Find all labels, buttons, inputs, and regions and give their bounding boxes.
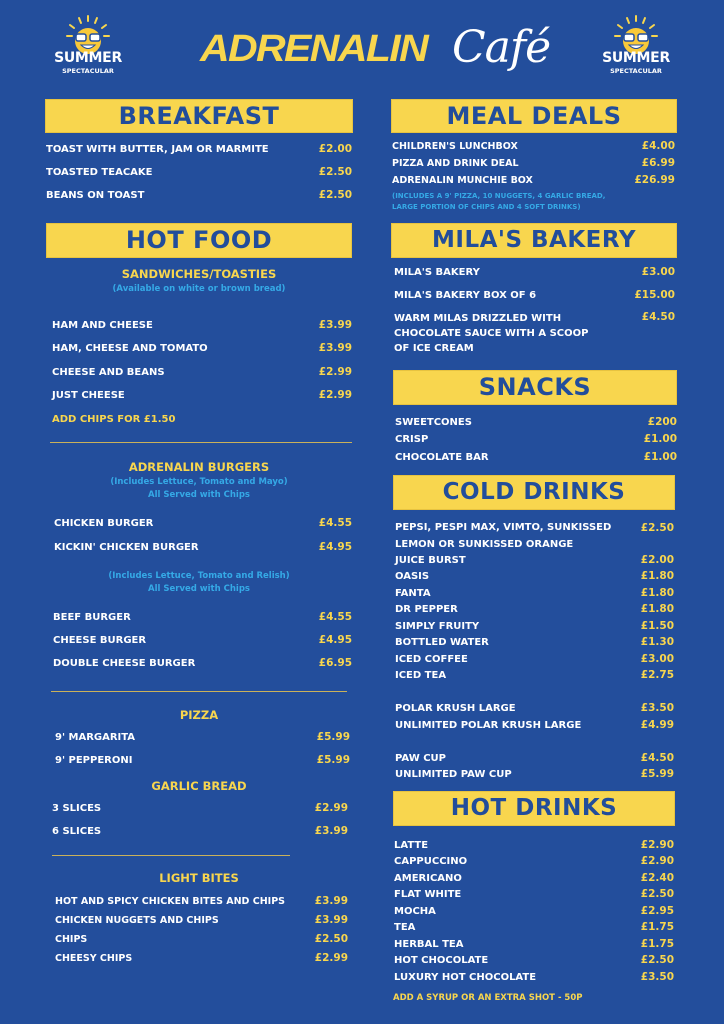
sandwiches-note: (Available on white or brown bread)	[112, 284, 286, 294]
menu-item: 3 SLICES	[52, 803, 102, 814]
menu-item: ICED COFFEE	[395, 654, 468, 665]
menu-item: ICED TEA	[395, 670, 447, 681]
menu-price: £1.80	[640, 603, 674, 615]
menu-price: £6.95	[318, 657, 352, 669]
menu-price: £2.75	[640, 669, 674, 681]
summer-spectacular-badge	[596, 14, 676, 94]
menu-item: BOTTLED WATER	[395, 637, 489, 648]
menu-item: MOCHA	[394, 906, 436, 917]
section-title-meal-deals: MEAL DEALS	[391, 99, 677, 133]
badge-subtitle: SPECTACULAR	[610, 67, 662, 75]
menu-item: 9' PEPPERONI	[55, 755, 133, 766]
menu-item: BEEF BURGER	[53, 612, 131, 623]
badge-title: SUMMER	[54, 50, 122, 66]
menu-price: £1.00	[643, 433, 677, 445]
menu-item: CHOCOLATE BAR	[395, 452, 489, 463]
menu-price: £3.99	[318, 319, 352, 331]
menu-item: OASIS	[395, 571, 430, 582]
section-divider	[51, 691, 347, 692]
menu-price: £2.90	[640, 839, 674, 851]
cafe-logo	[200, 22, 551, 84]
menu-price: £4.99	[640, 719, 674, 731]
menu-item: LATTE	[394, 840, 429, 851]
menu-item: SIMPLY FRUITY	[395, 621, 480, 632]
menu-price: £3.99	[314, 914, 348, 926]
menu-price: £1.80	[640, 587, 674, 599]
menu-price: £1.00	[643, 451, 677, 463]
section-title-cold-drinks: COLD DRINKS	[393, 475, 675, 510]
menu-price: £4.95	[318, 541, 352, 553]
menu-item: UNLIMITED PAW CUP	[395, 769, 512, 780]
munchie-box-note: (INCLUDES A 9' PIZZA, 10 NUGGETS, 4 GARLIC BREAD,	[392, 192, 606, 200]
menu-price: £4.50	[641, 311, 675, 323]
badge-title: SUMMER	[602, 50, 670, 66]
brand-main: ADRENALIN	[200, 28, 428, 70]
menu-price: £15.00	[634, 289, 675, 301]
menu-price: £4.95	[318, 634, 352, 646]
menu-price: £2.50	[314, 933, 348, 945]
menu-price: £2.90	[640, 855, 674, 867]
menu-price: £3.00	[640, 653, 674, 665]
menu-price: £1.50	[640, 620, 674, 632]
menu-price: £2.00	[640, 554, 674, 566]
menu-item: SWEETCONES	[395, 417, 472, 428]
menu-item: CHEESE BURGER	[53, 635, 147, 646]
menu-item: POLAR KRUSH LARGE	[395, 703, 516, 714]
menu-price: £1.80	[640, 570, 674, 582]
section-title-snacks: SNACKS	[393, 370, 677, 405]
menu-price: £1.75	[640, 921, 674, 933]
section-title-hot-drinks: HOT DRINKS	[393, 791, 675, 826]
menu-price: £6.99	[641, 157, 675, 169]
menu-item: CHEESE AND BEANS	[52, 367, 165, 378]
menu-item: LEMON OR SUNKISSED ORANGE	[395, 539, 574, 550]
menu-item: AMERICANO	[394, 873, 462, 884]
menu-price: £3.50	[640, 971, 674, 983]
munchie-box-note: LARGE PORTION OF CHIPS AND 4 SOFT DRINKS)	[392, 203, 581, 211]
menu-item: CHOCOLATE SAUCE WITH A SCOOP	[394, 328, 589, 339]
menu-item: BEANS ON TOAST	[46, 190, 145, 201]
section-divider	[50, 442, 352, 443]
menu-item: HAM, CHEESE AND TOMATO	[52, 343, 208, 354]
burgers-note: (Includes Lettuce, Tomato and Relish)	[108, 571, 290, 581]
syrup-extra-note: ADD A SYRUP OR AN EXTRA SHOT - 50P	[393, 993, 583, 1003]
menu-item: ADRENALIN MUNCHIE BOX	[392, 175, 533, 186]
menu-item: MILA'S BAKERY	[394, 267, 480, 278]
menu-price: £4.00	[641, 140, 675, 152]
menu-item: TOAST WITH BUTTER, JAM OR MARMITE	[46, 144, 269, 155]
badge-subtitle: SPECTACULAR	[62, 67, 114, 75]
menu-price: £3.99	[314, 825, 348, 837]
menu-item: 6 SLICES	[52, 826, 102, 837]
menu-price: £4.55	[318, 611, 352, 623]
menu-item: JUST CHEESE	[52, 390, 125, 401]
menu-price: £2.50	[640, 522, 674, 534]
add-chips-note: ADD CHIPS FOR £1.50	[52, 414, 176, 425]
section-title-breakfast: BREAKFAST	[45, 99, 353, 133]
section-title-hot-food: HOT FOOD	[46, 223, 352, 258]
menu-price: £2.40	[640, 872, 674, 884]
menu-item: FLAT WHITE	[394, 889, 462, 900]
menu-price: £3.00	[641, 266, 675, 278]
menu-item: JUICE BURST	[395, 555, 466, 566]
menu-item: CHICKEN BURGER	[54, 518, 154, 529]
menu-price: £2.95	[640, 905, 674, 917]
menu-price: £2.99	[318, 366, 352, 378]
menu-item: LUXURY HOT CHOCOLATE	[394, 972, 537, 983]
menu-item: 9' MARGARITA	[55, 732, 136, 743]
menu-item: CHICKEN NUGGETS AND CHIPS	[55, 915, 219, 926]
summer-spectacular-badge	[48, 14, 128, 94]
section-divider	[52, 855, 290, 856]
menu-price: £3.99	[318, 342, 352, 354]
menu-price: £26.99	[634, 174, 675, 186]
menu-item: HOT CHOCOLATE	[394, 955, 489, 966]
menu-price: £4.55	[318, 517, 352, 529]
subsection-title-garlic-bread: GARLIC BREAD	[151, 779, 247, 793]
menu-item: MILA'S BAKERY BOX OF 6	[394, 290, 537, 301]
menu-price: £1.75	[640, 938, 674, 950]
menu-item: HAM AND CHEESE	[52, 320, 153, 331]
menu-item: PAW CUP	[395, 753, 447, 764]
subsection-title-light-bites: LIGHT BITES	[159, 871, 239, 885]
menu-price: £2.99	[314, 952, 348, 964]
menu-item: OF ICE CREAM	[394, 343, 474, 354]
menu-item: CAPPUCCINO	[394, 856, 468, 867]
menu-price: £3.50	[640, 702, 674, 714]
menu-item: CHIPS	[55, 934, 88, 945]
subsection-title-sandwiches: SANDWICHES/TOASTIES	[121, 267, 277, 281]
menu-price: £2.50	[318, 166, 352, 178]
menu-price: £200	[647, 416, 677, 428]
burgers-note: (Includes Lettuce, Tomato and Mayo)	[110, 477, 288, 487]
menu-price: £3.99	[314, 895, 348, 907]
subsection-title-burgers: ADRENALIN BURGERS	[128, 460, 270, 474]
menu-item: HOT AND SPICY CHICKEN BITES AND CHIPS	[55, 896, 285, 907]
brand-script: Café	[452, 22, 551, 73]
menu-item: UNLIMITED POLAR KRUSH LARGE	[395, 720, 582, 731]
menu-price: £5.99	[316, 754, 350, 766]
menu-price: £1.30	[640, 636, 674, 648]
menu-price: £2.99	[318, 389, 352, 401]
menu-price: £5.99	[640, 768, 674, 780]
menu-item: PEPSI, PESPI MAX, VIMTO, SUNKISSED	[395, 522, 612, 533]
menu-header	[0, 0, 724, 90]
menu-item: CRISP	[395, 434, 429, 445]
section-title-bakery: MILA'S BAKERY	[391, 223, 677, 258]
menu-item: HERBAL TEA	[394, 939, 464, 950]
menu-price: £2.50	[318, 189, 352, 201]
menu-item: CHILDREN'S LUNCHBOX	[392, 141, 518, 152]
menu-price: £2.99	[314, 802, 348, 814]
menu-price: £2.50	[640, 888, 674, 900]
burgers-note: All Served with Chips	[148, 490, 250, 500]
burgers-note: All Served with Chips	[148, 584, 250, 594]
menu-price: £5.99	[316, 731, 350, 743]
menu-item: TOASTED TEACAKE	[46, 167, 153, 178]
menu-price: £2.50	[640, 954, 674, 966]
menu-item: PIZZA AND DRINK DEAL	[392, 158, 519, 169]
menu-item: CHEESY CHIPS	[55, 953, 133, 964]
menu-item: DR PEPPER	[395, 604, 458, 615]
menu-item: DOUBLE CHEESE BURGER	[53, 658, 196, 669]
menu-item: FANTA	[395, 588, 431, 599]
menu-item: WARM MILAS DRIZZLED WITH	[394, 313, 562, 324]
menu-item: KICKIN' CHICKEN BURGER	[54, 542, 199, 553]
subsection-title-pizza: PIZZA	[179, 708, 219, 722]
menu-item: TEA	[394, 922, 416, 933]
menu-price: £4.50	[640, 752, 674, 764]
menu-price: £2.00	[318, 143, 352, 155]
